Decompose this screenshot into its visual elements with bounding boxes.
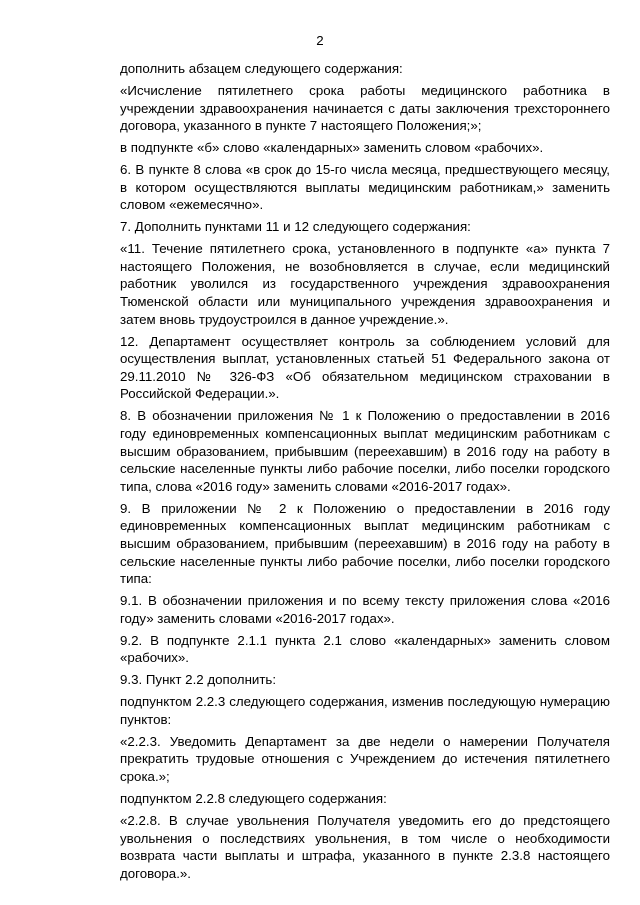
paragraph: дополнить абзацем следующего содержания: — [120, 61, 403, 76]
paragraph: 8. В обозначении приложения № 1 к Положению о предоставлении в 2016 году единовременных компенсационных выплат медицинским работникам с высшим образованием, прибывшим (переехавшим) в 2016 году на работу в сельские населенные пункты либо рабочие поселки, либо поселки городского типа, слова «2016 году» заменить словами «2016-2017 годах». — [120, 408, 610, 494]
paragraph: «11. Течение пятилетнего срока, установленного в подпункте «а» пункта 7 настоящего Положения, не возобновляется в случае, если медицинский работник уволился из государственного учреждения здравоохранения Тюменской области или муниципального учреждения здравоохранения и затем вновь трудоустроился в данное учреждение.». — [120, 241, 610, 327]
paragraph: 12. Департамент осуществляет контроль за соблюдением условий для осуществления выплат, установленных статьей 51 Федерального закона от 29.11.2010 № 326-ФЗ «Об обязательном медицинском страховании в Российской Федерации.». — [120, 333, 610, 402]
paragraph: «2.2.3. Уведомить Департамент за две недели о намерении Получателя прекратить трудовые отношения с Учреждением до истечения пятилетнего срока.»; — [120, 733, 610, 785]
paragraph: «2.2.8. В случае увольнения Получателя уведомить его до предстоящего увольнения о последствиях увольнения, в том числе о необходимости возврата части выплаты и штрафа, указанного в пункте 2.3.8 настоящего договора.». — [120, 813, 610, 881]
paragraph: 7. Дополнить пунктами 11 и 12 следующего содержания: — [120, 219, 471, 235]
paragraph: в подпункте «б» слово «календарных» заменить словом «рабочих». — [120, 140, 544, 156]
paragraph: «Исчисление пятилетнего срока работы медицинского работника в учреждении здравоохранения начинается с даты заключения трехстороннего договора, указанного в пункте 7 настоящего Положения;»; — [120, 82, 610, 134]
page-number: 2 — [316, 33, 324, 48]
paragraph: 6. В пункте 8 слова «в срок до 15-го числа месяца, предшествующего месяцу, в котором осуществляются выплаты медицинским работникам,» заменить словом «ежемесячно». — [120, 162, 610, 213]
paragraph: 9.2. В подпункте 2.1.1 пункта 2.1 слово «календарных» заменить словом «рабочих». — [120, 632, 610, 666]
paragraph: 9. В приложении № 2 к Положению о предоставлении в 2016 году единовременных компенсационных выплат медицинским работникам с высшим образованием, прибывшим (переехавшим) в 2016 году на работу в сельские населенные пункты либо рабочие поселки, либо поселки городского типа: — [120, 500, 610, 587]
paragraph: подпунктом 2.2.3 следующего содержания, изменив последующую нумерацию пунктов: — [120, 694, 610, 727]
paragraph: подпунктом 2.2.8 следующего содержания: — [120, 791, 387, 807]
document-body — [120, 60, 610, 887]
paragraph: 9.3. Пункт 2.2 дополнить: — [120, 672, 277, 688]
paragraph: 9.1. В обозначении приложения и по всему тексту приложения слова «2016 году» заменить словами «2016-2017 годах». — [120, 593, 610, 626]
